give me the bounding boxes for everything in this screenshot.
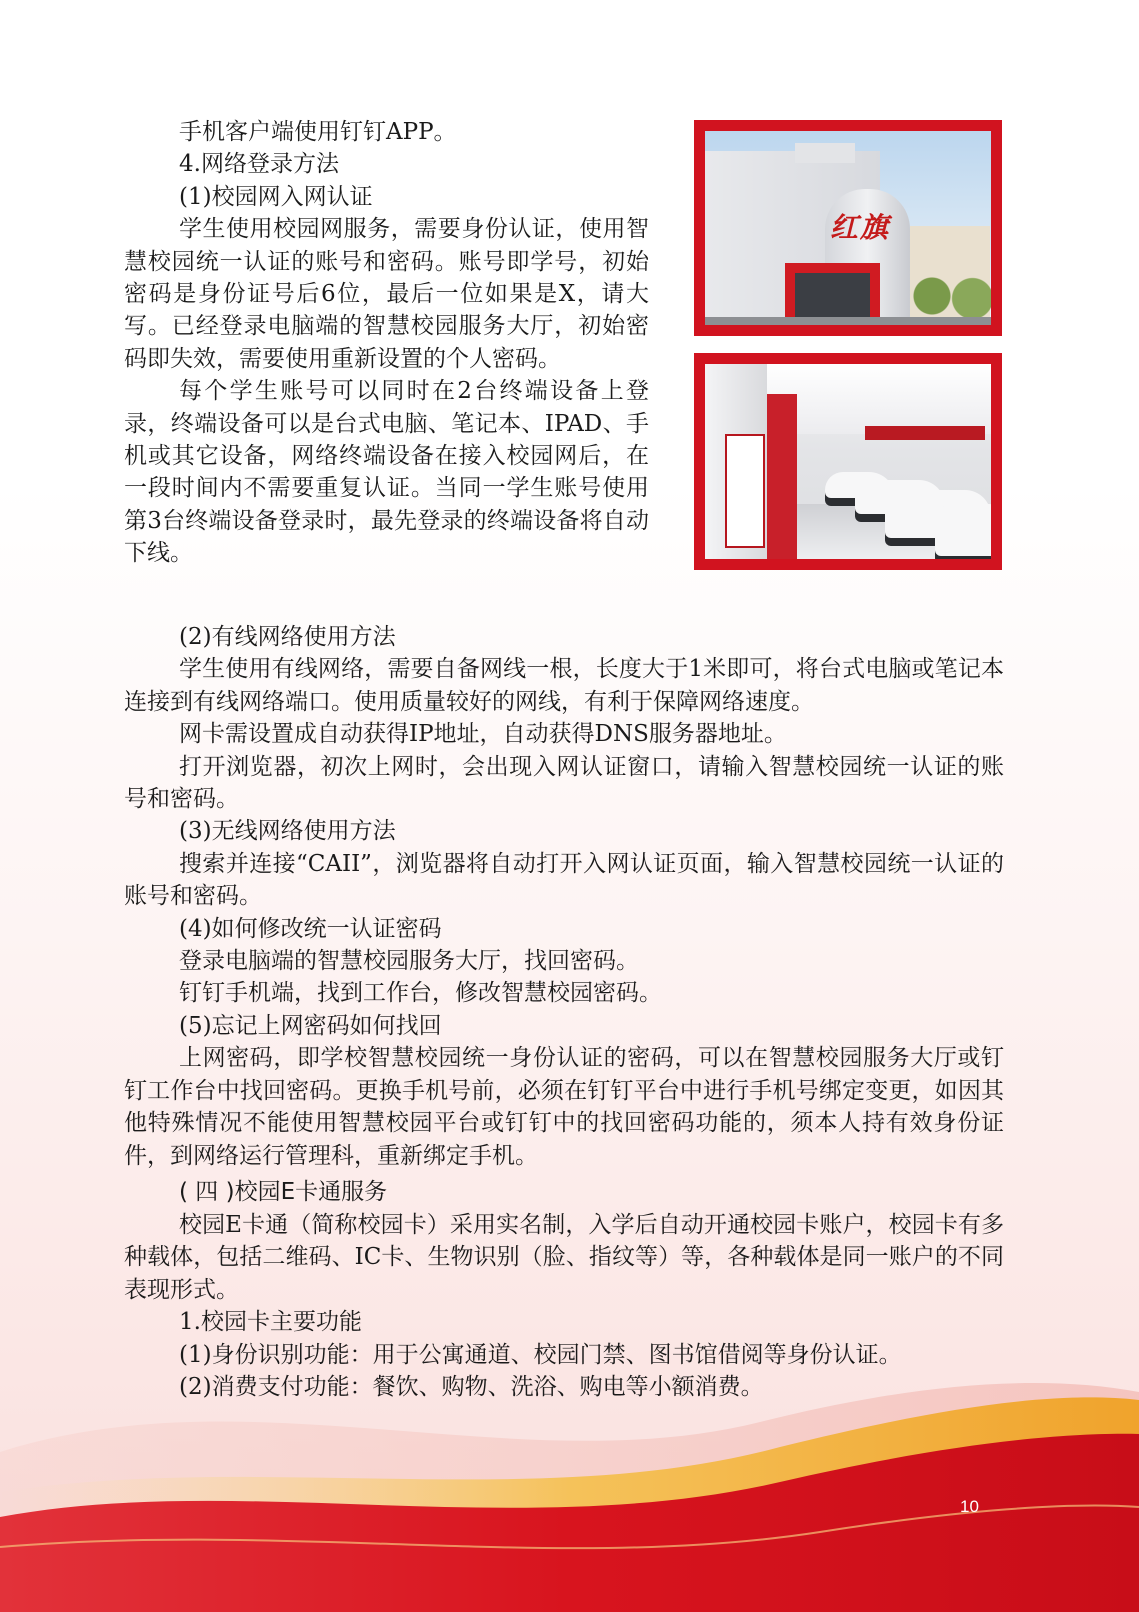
paragraph: (2)有线网络使用方法 xyxy=(179,624,396,650)
paragraph: 学生使用有线网络，需要自备网线一根，长度大于1米即可，将台式电脑或笔记本连接到有线网络端口。使用质量较好的网线，有利于保障网络速度。 xyxy=(124,656,1004,715)
paragraph: 1.校园卡主要功能 xyxy=(179,1309,362,1336)
paragraph: 搜索并连接“CAII”，浏览器将自动打开入网认证页面，输入智慧校园统一认证的账号和密码。 xyxy=(124,850,1004,910)
paragraph: 打开浏览器，初次上网时，会出现入网认证窗口，请输入智慧校园统一认证的账号和密码。 xyxy=(124,753,1004,813)
paragraph: (4)如何修改统一认证密码 xyxy=(179,915,442,942)
paragraph: (1)校园网入网认证 xyxy=(179,183,373,210)
paragraph: 每个学生账号可以同时在2台终端设备上登录，终端设备可以是台式电脑、笔记本、IPAD、手机或其它设备，网络终端设备在接入校园网后，在一段时间内不需要重复认证。当同一学生账号使用第3台终端设备登录时，最先登录的终端设备将自动下线。 xyxy=(124,378,649,567)
paragraph: (3)无线网络使用方法 xyxy=(179,818,396,845)
building-sign: 红旗 xyxy=(830,211,891,244)
paragraph: 学生使用校园网服务，需要身份认证，使用智慧校园统一认证的账号和密码。账号即学号，初始密码是身份证号后6位，最后一位如果是X，请大写。已经登录电脑端的智慧校园服务大厅，初始密码即失效，需要使用重新设置的个人密码。 xyxy=(124,216,649,372)
text-body-full-width xyxy=(124,621,1004,1403)
paragraph: 网卡需设置成自动获得IP地址，自动获得DNS服务器地址。 xyxy=(179,721,787,748)
section-heading: ( 四 )校园E卡通服务 xyxy=(179,1178,388,1205)
paragraph: 上网密码，即学校智慧校园统一身份认证的密码，可以在智慧校园服务大厅或钉钉工作台中找回密码。更换手机号前，必须在钉钉平台中进行手机号绑定变更，如因其他特殊情况不能使用智慧校园平台或钉钉中的找回密码功能的，须本人持有效身份证件，到网络运行管理科，重新绑定手机。 xyxy=(124,1045,1004,1169)
paragraph: 手机客户端使用钉钉APP。 xyxy=(179,119,457,145)
paragraph: 钉钉手机端，找到工作台，修改智慧校园密码。 xyxy=(179,980,662,1007)
text-column-top xyxy=(124,116,649,570)
paragraph: (1)身份识别功能：用于公寓通道、校园门禁、图书馆借阅等身份认证。 xyxy=(179,1341,902,1368)
paragraph: (2)消费支付功能：餐饮、购物、洗浴、购电等小额消费。 xyxy=(179,1373,764,1400)
photo-car-showroom xyxy=(694,353,1002,570)
paragraph: 4.网络登录方法 xyxy=(179,151,339,178)
decorative-wave xyxy=(0,1342,1139,1612)
photo-building xyxy=(694,120,1002,336)
paragraph: 校园E卡通（简称校园卡）采用实名制，入学后自动开通校园卡账户，校园卡有多种载体，包括二维码、IC卡、生物识别（脸、指纹等）等，各种载体是同一账户的不同表现形式。 xyxy=(124,1211,1004,1303)
paragraph: (5)忘记上网密码如何找回 xyxy=(179,1012,442,1039)
page-number: 10 xyxy=(960,1497,979,1516)
paragraph: 登录电脑端的智慧校园服务大厅，找回密码。 xyxy=(179,948,639,975)
